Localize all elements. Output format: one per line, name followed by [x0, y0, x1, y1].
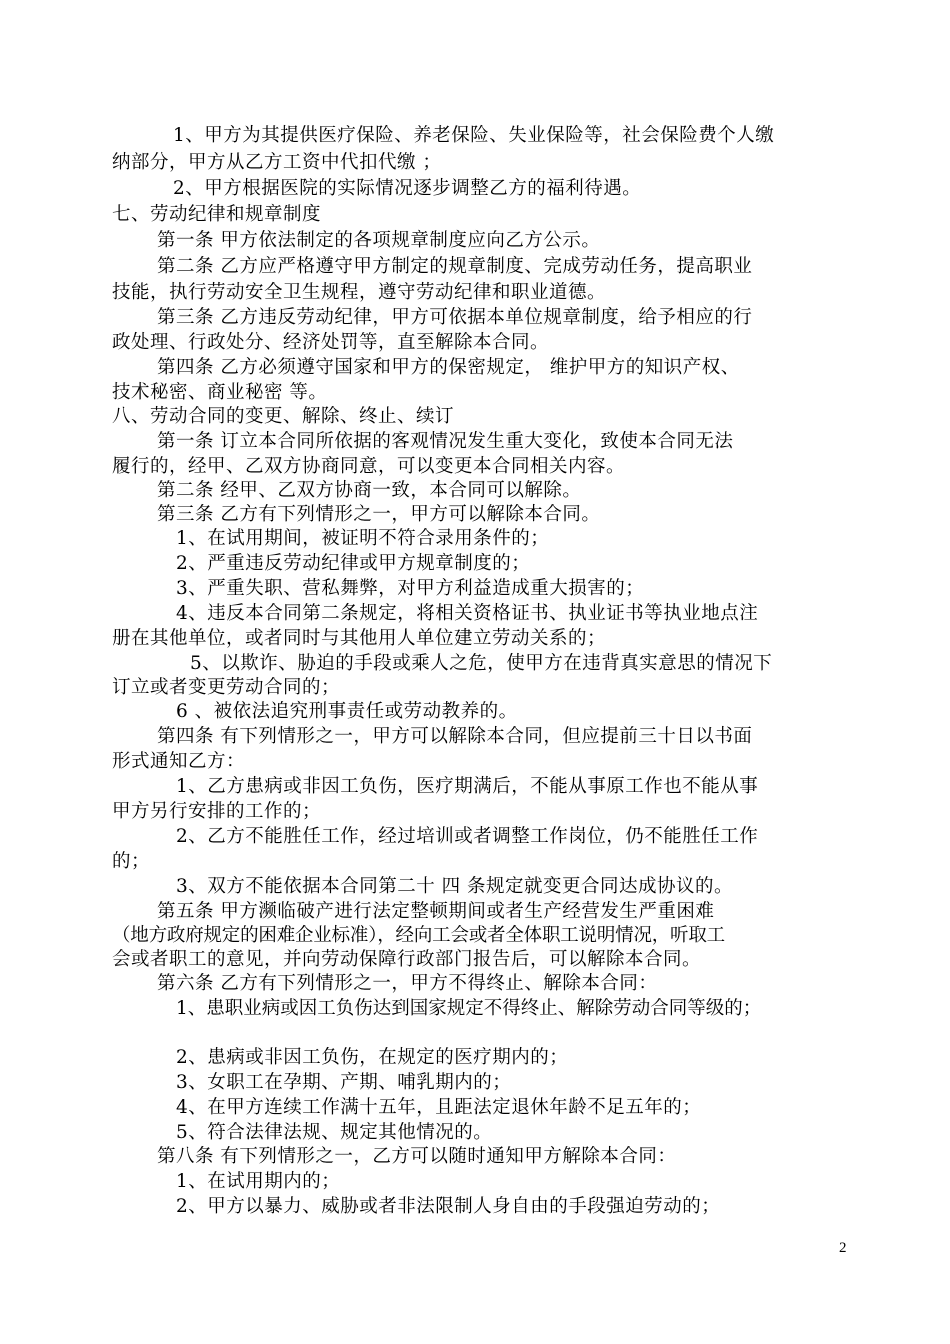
text-line: 2、乙方不能胜任工作，经过培训或者调整工作岗位，仍不能胜任工作: [176, 826, 759, 847]
section-heading: 八、劳动合同的变更、解除、终止、续订: [112, 406, 455, 427]
text-line: 第二条 乙方应严格遵守甲方制定的规章制度、完成劳动任务，提高职业: [157, 256, 753, 277]
section-heading: 七、劳动纪律和规章制度: [112, 204, 322, 225]
text-line: 2、严重违反劳动纪律或甲方规章制度的；: [176, 553, 531, 574]
text-line: 2、甲方根据医院的实际情况逐步调整乙方的福利待遇。: [173, 178, 642, 199]
text-line: 甲方另行安排的工作的；: [112, 801, 322, 822]
text-line: 形式通知乙方：: [112, 751, 246, 772]
text-line: 第二条 经甲、乙双方协商一致，本合同可以解除。: [157, 480, 582, 501]
text-line: 第四条 有下列情形之一，甲方可以解除本合同，但应提前三十日以书面: [157, 726, 753, 747]
text-line: 3、双方不能依据本合同第二十 四 条规定就变更合同达成协议的。: [176, 876, 734, 897]
text-line: 第八条 有下列情形之一，乙方可以随时通知甲方解除本合同：: [157, 1146, 677, 1167]
text-line: 4、违反本合同第二条规定，将相关资格证书、执业证书等执业地点注: [176, 603, 759, 624]
page-number: 2: [839, 1240, 847, 1256]
text-line: 第五条 甲方濒临破产进行法定整顿期间或者生产经营发生严重困难: [157, 901, 715, 922]
text-line: 3、女职工在孕期、产期、哺乳期内的；: [176, 1072, 512, 1093]
text-line: 6 、被依法追究刑事责任或劳动教养的。: [176, 701, 518, 722]
text-line: 第三条 乙方违反劳动纪律，甲方可依据本单位规章制度，给予相应的行: [157, 307, 753, 328]
text-line: 技能，执行劳动安全卫生规程，遵守劳动纪律和职业道德。: [112, 282, 607, 303]
text-line: 3、严重失职、营私舞弊，对甲方利益造成重大损害的；: [176, 578, 645, 599]
text-line: 1、甲方为其提供医疗保险、养老保险、失业保险等，社会保险费个人缴: [173, 125, 775, 146]
text-line: 1、患职业病或因工负伤达到国家规定不得终止、解除劳动合同等级的；: [176, 998, 762, 1019]
text-line: 第六条 乙方有下列情形之一，甲方不得终止、解除本合同：: [157, 973, 658, 994]
text-line: 第一条 订立本合同所依据的客观情况发生重大变化，致使本合同无法: [157, 431, 734, 452]
text-line: 1、乙方患病或非因工负伤，医疗期满后，不能从事原工作也不能从事: [176, 776, 759, 797]
text-line: 2、患病或非因工负伤，在规定的医疗期内的；: [176, 1047, 569, 1068]
text-line: 第四条 乙方必须遵守国家和甲方的保密规定， 维护甲方的知识产权、: [157, 357, 740, 378]
text-line: 第三条 乙方有下列情形之一，甲方可以解除本合同。: [157, 504, 601, 525]
text-line: 第一条 甲方依法制定的各项规章制度应向乙方公示。: [157, 230, 601, 251]
text-line: 册在其他单位，或者同时与其他用人单位建立劳动关系的；: [112, 628, 607, 649]
text-line: 4、在甲方连续工作满十五年，且距法定退休年龄不足五年的；: [176, 1097, 702, 1118]
text-line: 技术秘密、商业秘密 等。: [112, 382, 328, 403]
text-line: 会或者职工的意见，并向劳动保障行政部门报告后，可以解除本合同。: [112, 949, 702, 970]
text-line: 2、甲方以暴力、威胁或者非法限制人身自由的手段强迫劳动的；: [176, 1196, 721, 1217]
text-line: 5、以欺诈、胁迫的手段或乘人之危，使甲方在违背真实意思的情况下: [190, 653, 773, 674]
text-line: 1、在试用期内的；: [176, 1171, 341, 1192]
text-line: 政处理、行政处分、经济处罚等，直至解除本合同。: [112, 332, 550, 353]
text-line: 订立或者变更劳动合同的；: [112, 677, 341, 698]
text-line: 5、符合法律法规、规定其他情况的。: [176, 1122, 493, 1143]
text-line: 1、在试用期间，被证明不符合录用条件的；: [176, 528, 550, 549]
text-line: 纳部分，甲方从乙方工资中代扣代缴 ；: [112, 152, 442, 173]
text-line: （地方政府规定的困难企业标准），经向工会或者全体职工说明情况，听取工: [112, 925, 725, 946]
text-line: 履行的，经甲、乙双方协商同意，可以变更本合同相关内容。: [112, 456, 626, 477]
text-line: 的；: [112, 851, 151, 872]
